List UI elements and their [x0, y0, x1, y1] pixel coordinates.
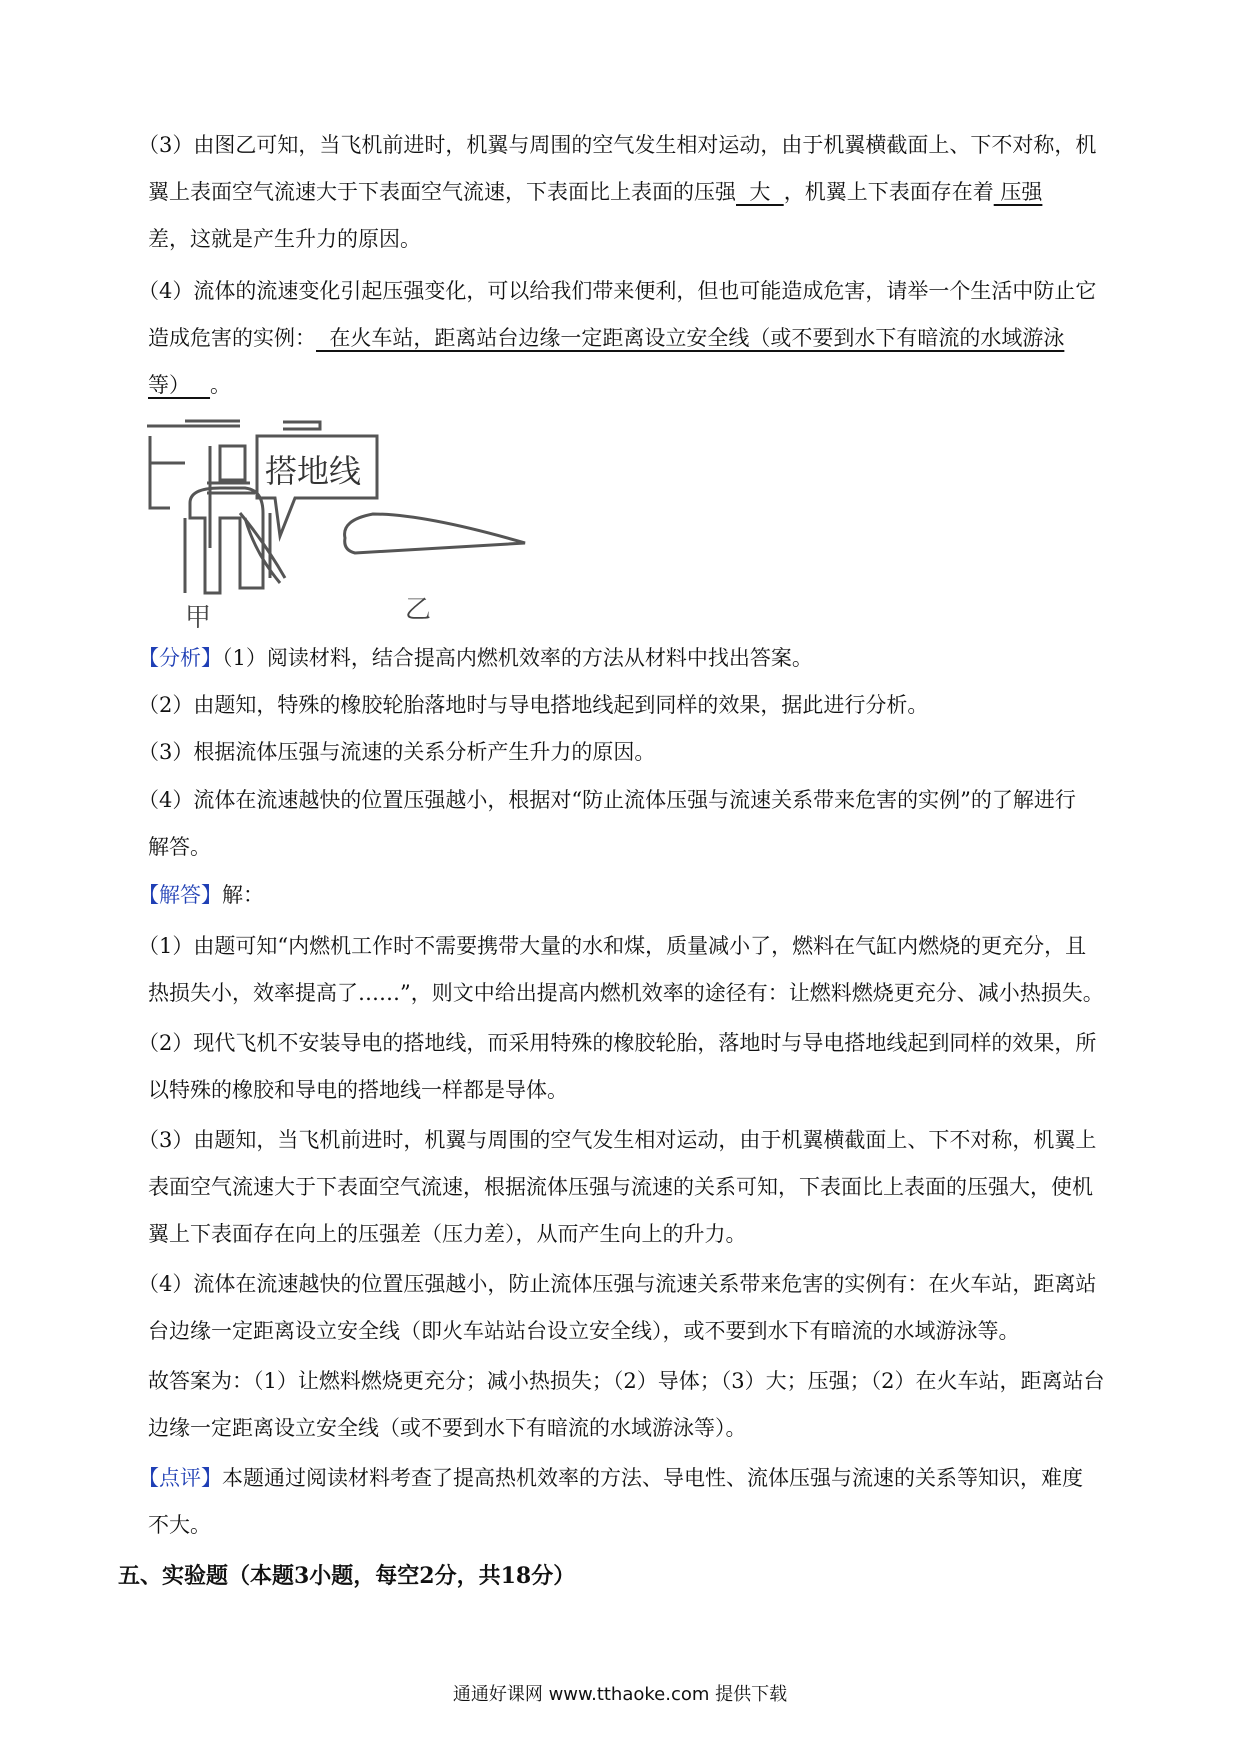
analysis-line-4: （4）流体在流速越快的位置压强越小，根据对“防止流体压强与流速关系带来危害的实例”的了解进行	[138, 788, 1076, 812]
figure-jia-yi	[145, 418, 605, 628]
answer-intro: 解：	[222, 883, 264, 907]
answer-3c: 翼上下表面存在向上的压强差（压力差），从而产生向上的升力。	[148, 1222, 747, 1246]
analysis-line-2: （2）由题知，特殊的橡胶轮胎落地时与导电搭地线起到同样的效果，据此进行分析。	[138, 693, 929, 717]
q3-text-2: ，机翼上下表面存在着	[783, 180, 994, 204]
answer-blank-1: 大	[736, 180, 784, 204]
answer-blank-3: 在火车站，距离站台边缘一定距离设立安全线（或不要到水下有暗流的水域游泳	[316, 326, 1065, 350]
answer-blank-3-cont: 等）	[148, 373, 211, 397]
answer-2b: 以特殊的橡胶和导电的搭地线一样都是导体。	[148, 1078, 568, 1102]
page-footer: 通通好课网 www.tthaoke.com 提供下载	[452, 1684, 788, 1705]
q3-line-3: 差，这就是产生升力的原因。	[148, 227, 421, 251]
analysis-line-5: 解答。	[148, 835, 211, 859]
answer-2a: （2）现代飞机不安装导电的搭地线，而采用特殊的橡胶轮胎，落地时与导电搭地线起到同样的效果，所	[138, 1031, 1097, 1055]
answer-4a: （4）流体在流速越快的位置压强越小，防止流体压强与流速关系带来危害的实例有：在火车站，距离站	[138, 1272, 1097, 1296]
q4-line-2	[148, 323, 1138, 353]
label-jia: 甲	[185, 603, 212, 628]
analysis-line-1	[138, 643, 1128, 673]
q3-line-2	[148, 177, 1138, 207]
fuselage-top-line	[147, 421, 240, 426]
fuselage-top-right	[283, 422, 320, 429]
answer-1b: 热损失小，效率提高了……”，则文中给出提高内燃机效率的途径有：让燃料燃烧更充分、减小热损失。	[148, 981, 1104, 1005]
q4-line-3	[148, 370, 1138, 400]
fuselage-outline	[150, 436, 185, 508]
wheel-lines	[185, 513, 270, 593]
callout-label: 搭地线	[265, 452, 362, 490]
q3-line-1: （3）由图乙可知，当飞机前进时，机翼与周围的空气发生相对运动，由于机翼横截面上、下不对称，机	[138, 133, 1097, 157]
answer-line-0	[138, 880, 1128, 910]
airfoil-cross-section	[345, 514, 525, 553]
label-yi: 乙	[405, 595, 432, 625]
section-heading: 五、实验题（本题3小题，每空2分，共18分）	[118, 1563, 576, 1589]
comment-tag: 【点评】	[138, 1466, 222, 1490]
figure-drawing	[145, 418, 605, 628]
comment-line-2: 不大。	[148, 1513, 211, 1537]
comment-text: 本题通过阅读材料考查了提高热机效率的方法、导电性、流体压强与流速的关系等知识，难度	[222, 1466, 1083, 1490]
comment-line-1	[138, 1463, 1128, 1493]
answer-3b: 表面空气流速大于下表面空气流速，根据流体压强与流速的关系可知，下表面比上表面的压强大，使机	[148, 1175, 1093, 1199]
final-answer-a: 故答案为：（1）让燃料燃烧更充分；减小热损失；（2）导体；（3）大；压强；（2）在火车站，距离站台	[148, 1369, 1105, 1393]
answer-4b: 台边缘一定距离设立安全线（即火车站站台设立安全线），或不要到水下有暗流的水域游泳等。	[148, 1319, 1020, 1343]
answer-3a: （3）由题知，当飞机前进时，机翼与周围的空气发生相对运动，由于机翼横截面上、下不对称，机翼上	[138, 1128, 1097, 1152]
analysis-line-3: （3）根据流体压强与流速的关系分析产生升力的原因。	[138, 740, 656, 764]
q3-text: 翼上表面空气流速大于下表面空气流速，下表面比上表面的压强	[148, 180, 736, 204]
answer-tag: 【解答】	[138, 883, 222, 907]
analysis-tag: 【分析】	[138, 646, 222, 670]
final-answer-b: 边缘一定距离设立安全线（或不要到水下有暗流的水域游泳等）。	[148, 1416, 747, 1440]
answer-1a: （1）由题可知“内燃机工作时不需要携带大量的水和煤，质量减小了，燃料在气缸内燃烧的更充分，且	[138, 934, 1087, 958]
analysis-text-1: （1）阅读材料，结合提高内燃机效率的方法从材料中找出答案。	[222, 646, 813, 670]
answer-blank-2: 压强	[993, 180, 1043, 204]
q4-line-1: （4）流体的流速变化引起压强变化，可以给我们带来便利，但也可能造成危害，请举一个生活中防止它	[138, 279, 1097, 303]
q4-text: 造成危害的实例：	[148, 326, 316, 350]
q4-end: 。	[210, 373, 232, 397]
